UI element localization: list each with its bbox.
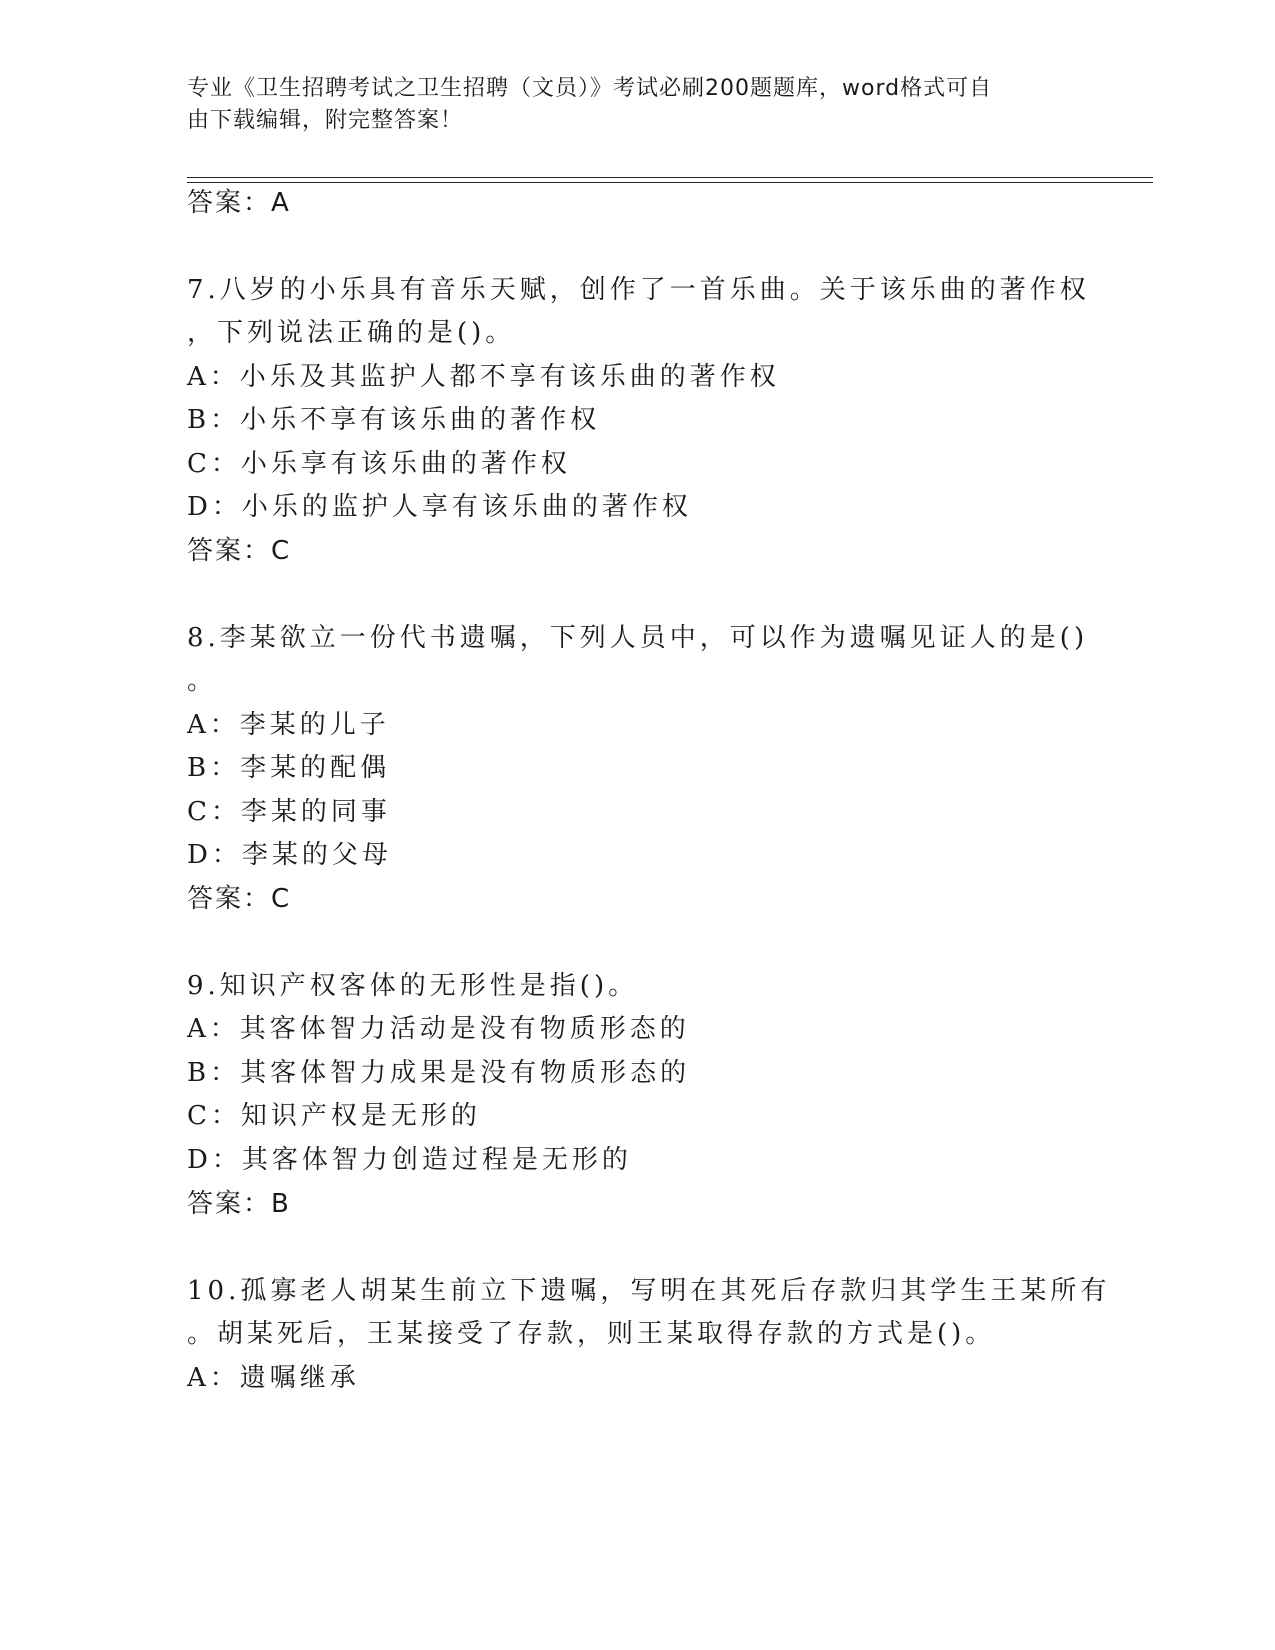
question-8-answer: 答案：C: [187, 884, 292, 914]
header-divider-bottom: [187, 182, 1153, 183]
question-9-option-d: D：其客体智力创造过程是无形的: [187, 1145, 632, 1175]
question-8-stem-line-2: 。: [187, 666, 218, 696]
question-8-option-b: B：李某的配偶: [187, 753, 391, 783]
question-7-option-d: D：小乐的监护人享有该乐曲的著作权: [187, 492, 692, 522]
question-7-option-c: C：小乐享有该乐曲的著作权: [187, 449, 571, 479]
question-10-option-a: A：遗嘱继承: [187, 1363, 360, 1393]
question-9-answer: 答案：B: [187, 1189, 291, 1219]
header-divider-top: [187, 177, 1153, 178]
question-8-stem-line-1: 8.李某欲立一份代书遗嘱，下列人员中，可以作为遗嘱见证人的是(): [187, 623, 1089, 653]
answer-previous: 答案：A: [187, 188, 291, 218]
question-10-stem-line-2: 。胡某死后，王某接受了存款，则王某取得存款的方式是()。: [187, 1319, 996, 1349]
question-7-option-a: A：小乐及其监护人都不享有该乐曲的著作权: [187, 362, 780, 392]
question-9-option-a: A：其客体智力活动是没有物质形态的: [187, 1014, 690, 1044]
question-8-option-d: D：李某的父母: [187, 840, 392, 870]
question-10-stem-line-1: 10.孤寡老人胡某生前立下遗嘱，写明在其死后存款归其学生王某所有: [187, 1276, 1111, 1306]
page-header: [187, 73, 1067, 137]
question-8-option-c: C：李某的同事: [187, 797, 391, 827]
question-7-stem-line-1: 7.八岁的小乐具有音乐天赋，创作了一首乐曲。关于该乐曲的著作权: [187, 275, 1090, 305]
question-9-option-c: C：知识产权是无形的: [187, 1101, 481, 1131]
header-line-2: 由下载编辑，附完整答案！: [187, 108, 464, 133]
question-7-option-b: B：小乐不享有该乐曲的著作权: [187, 405, 601, 435]
question-8-option-a: A：李某的儿子: [187, 710, 390, 740]
question-9-option-b: B：其客体智力成果是没有物质形态的: [187, 1058, 691, 1088]
question-9-stem-line-1: 9.知识产权客体的无形性是指()。: [187, 971, 639, 1001]
header-line-1: 专业《卫生招聘考试之卫生招聘（文员）》考试必刷200题题库，word格式可自: [187, 76, 993, 101]
question-7-answer: 答案：C: [187, 536, 292, 566]
question-7-stem-line-2: ，下列说法正确的是()。: [187, 318, 516, 348]
